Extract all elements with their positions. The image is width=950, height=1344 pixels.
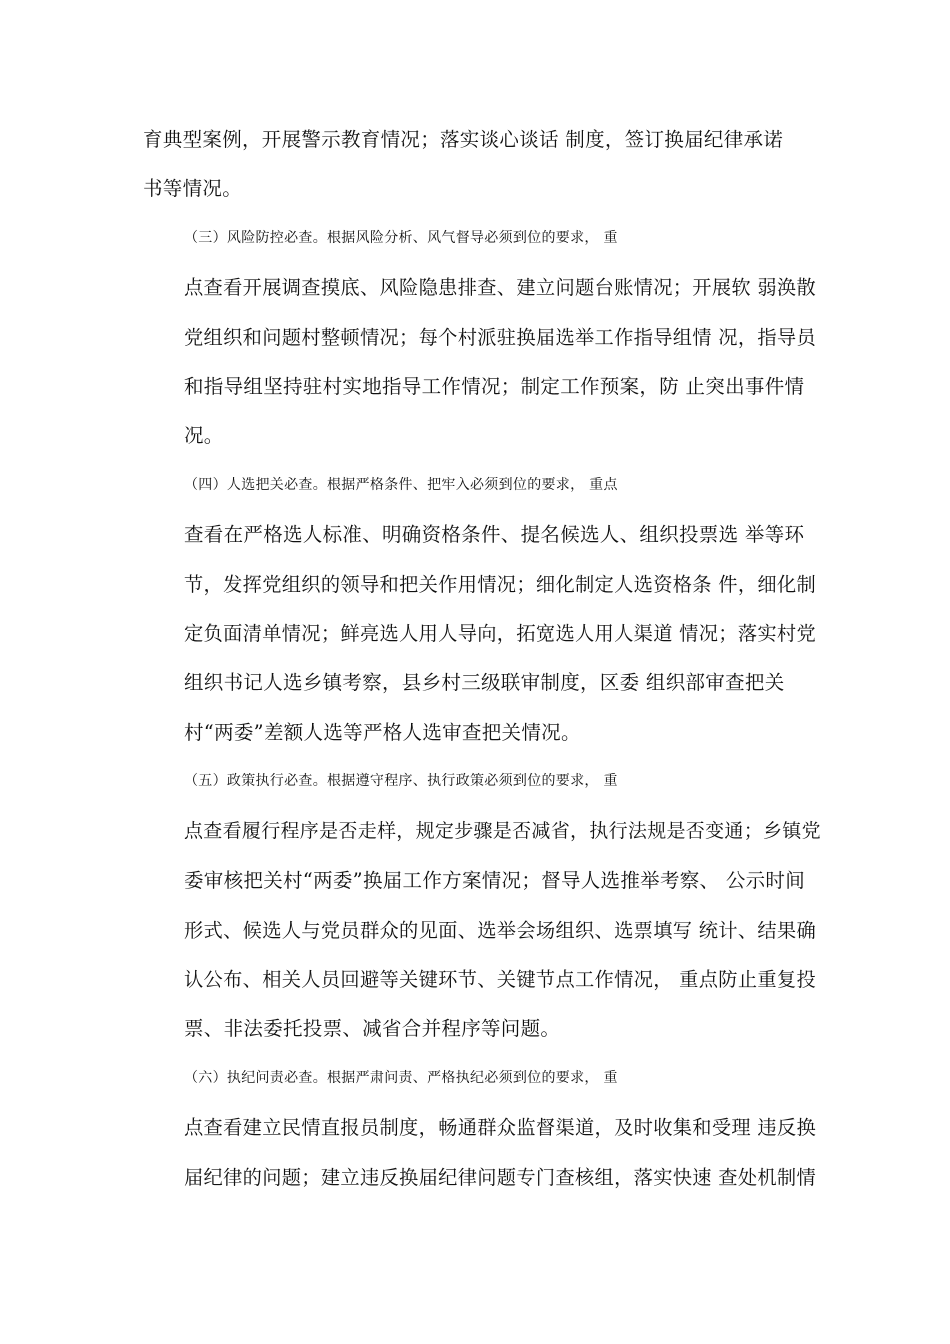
paragraph-continuation <box>143 115 823 214</box>
text-line: 党组织和问题村整顿情况；每个村派驻换届选举工作指导组情 况，指导员 <box>184 325 817 349</box>
text-line: 组织书记人选乡镇考察，县乡村三级联审制度，区委 组织部审查把关 <box>184 671 785 695</box>
text-line: 况。 <box>184 424 224 448</box>
text-line: 和指导组坚持驻村实地指导工作情况；制定工作预案，防 止突出事件情 <box>184 375 805 399</box>
paragraph-policy-execution <box>143 757 823 1053</box>
text-line: 节，发挥党组织的领导和把关作用情况；细化制定人选资格条 件，细化制 <box>184 572 817 596</box>
paragraph-candidate-vetting <box>143 461 823 757</box>
text-line: （五）政策执行必查。根据遵守程序、执行政策必须到位的要求， 重 <box>184 773 618 790</box>
text-line: 认公布、相关人员回避等关键环节、关键节点工作情况， 重点防止重复投 <box>184 967 817 991</box>
text-line: 形式、候选人与党员群众的见面、选举会场组织、选票填写 统计、结果确 <box>184 918 817 942</box>
text-line: 查看在严格选人标准、明确资格条件、提名候选人、组织投票选 举等环 <box>184 523 805 547</box>
text-line: （六）执纪问责必查。根据严肃问责、严格执纪必须到位的要求， 重 <box>184 1069 618 1086</box>
text-line: （四）人选把关必查。根据严格条件、把牢入必须到位的要求， 重点 <box>184 476 618 493</box>
text-line: 书等情况。 <box>143 177 243 201</box>
text-line: 委审核把关村“两委”换届工作方案情况；督导人选推举考察、 公示时间 <box>184 869 806 893</box>
paragraph-risk-control <box>143 214 823 461</box>
text-line: 点查看建立民情直报员制度，畅通群众监督渠道，及时收集和受理 违反换 <box>184 1116 817 1140</box>
text-line: （三）风险防控必查。根据风险分析、风气督导必须到位的要求， 重 <box>184 229 618 246</box>
document-body <box>143 115 823 1202</box>
text-line: 点查看履行程序是否走样，规定步骤是否减省，执行法规是否变通；乡镇党 <box>184 819 821 842</box>
text-line: 育典型案例，开展警示教育情况；落实谈心谈话 制度，签订换届纪律承诺 <box>143 128 784 151</box>
text-line: 村“两委”差额人选等严格人选审查把关情况。 <box>184 720 581 744</box>
text-line: 票、非法委托投票、减省合并程序等问题。 <box>184 1017 561 1041</box>
text-line: 定负面清单情况；鲜亮选人用人导向，拓宽选人用人渠道 情况；落实村党 <box>184 622 817 646</box>
text-line: 届纪律的问题；建立违反换届纪律问题专门查核组，落实快速 查处机制情 <box>184 1165 817 1189</box>
paragraph-accountability <box>143 1054 823 1202</box>
text-line: 点查看开展调查摸底、风险隐患排查、建立问题台账情况；开展软 弱涣散 <box>184 276 817 300</box>
